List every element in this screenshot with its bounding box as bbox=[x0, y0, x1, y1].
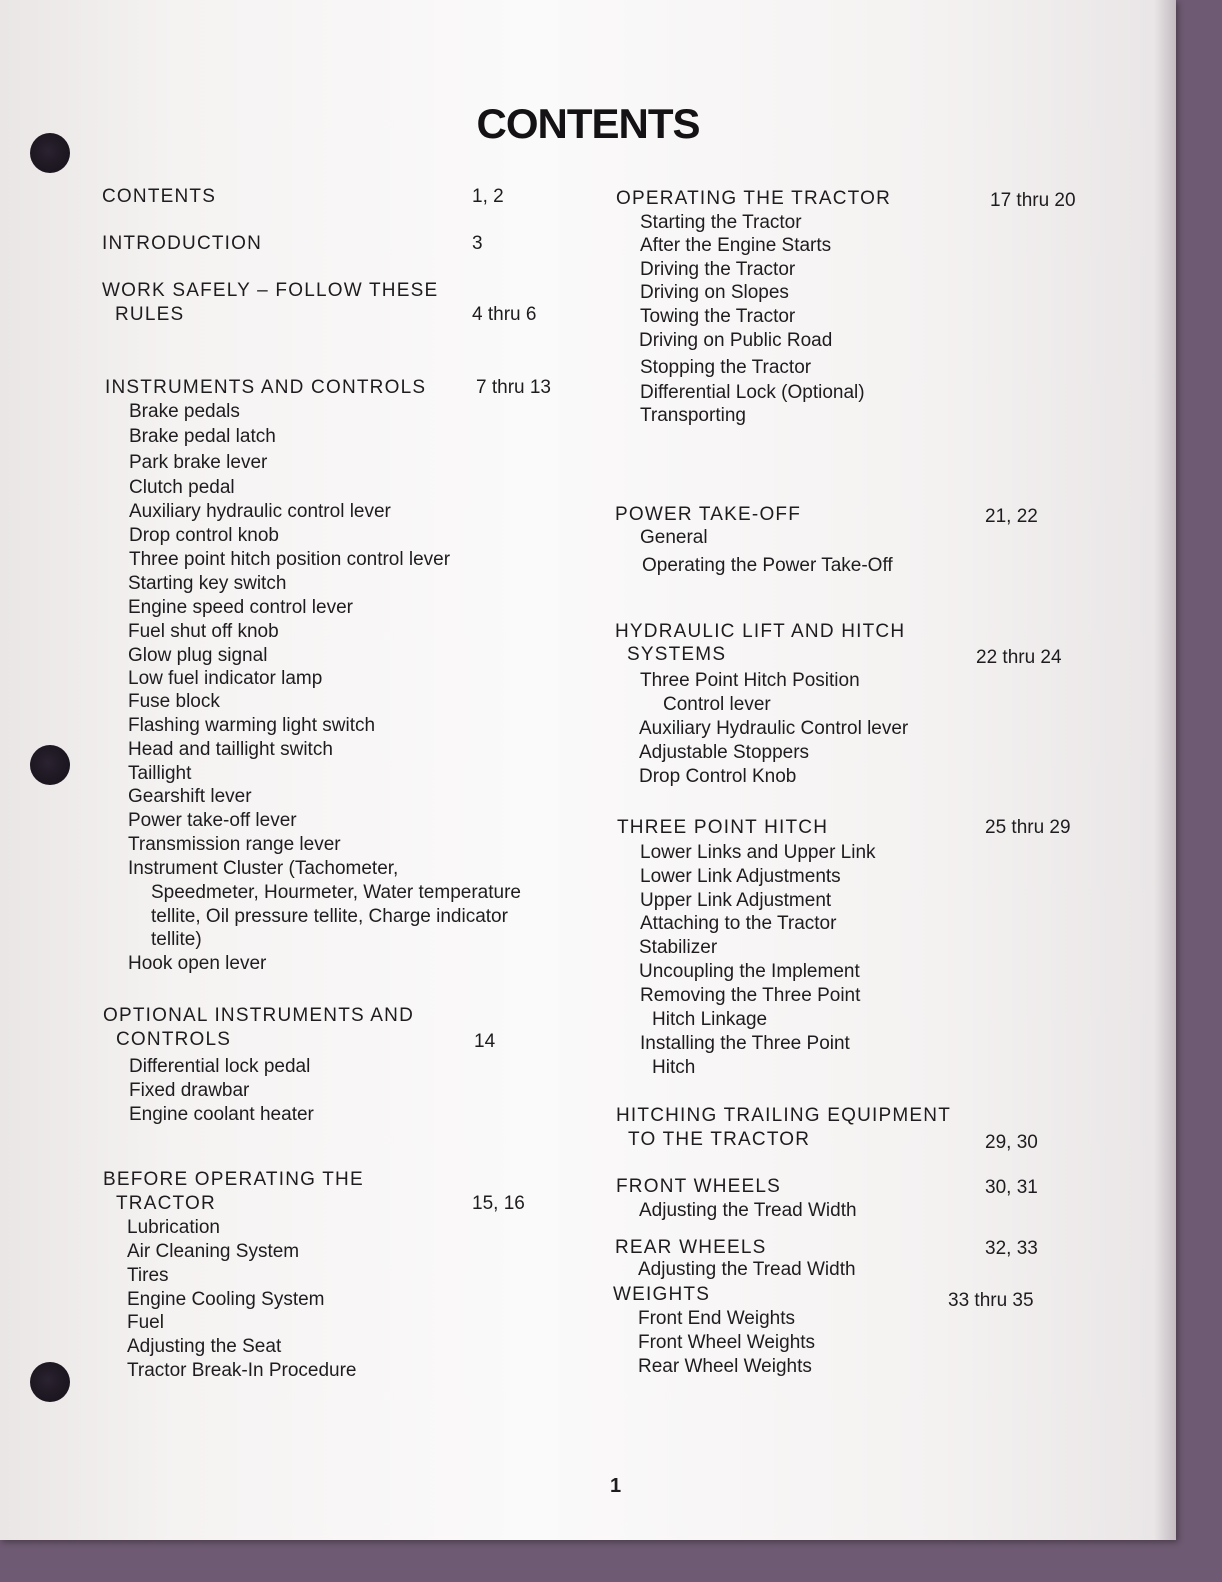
toc-subentry: Engine Cooling System bbox=[127, 1289, 325, 1310]
page-ref: 1, 2 bbox=[472, 186, 504, 207]
toc-entry-work-safely-cont: RULES bbox=[115, 304, 185, 325]
page-ref: 25 thru 29 bbox=[985, 817, 1071, 838]
toc-subentry: Driving the Tractor bbox=[640, 259, 796, 280]
toc-subentry: Gearshift lever bbox=[128, 786, 252, 807]
toc-entry-introduction: INTRODUCTION bbox=[102, 233, 263, 254]
page-ref: 7 thru 13 bbox=[476, 377, 551, 398]
toc-entry-hitching-cont: TO THE TRACTOR bbox=[628, 1129, 811, 1150]
toc-subentry: Brake pedal latch bbox=[129, 426, 276, 447]
toc-subentry-cont: Hitch Linkage bbox=[652, 1009, 768, 1030]
toc-subentry: Low fuel indicator lamp bbox=[128, 668, 323, 689]
toc-subentry: Air Cleaning System bbox=[127, 1241, 300, 1262]
toc-subentry: Three point hitch position control lever bbox=[129, 549, 451, 570]
page-ref: 3 bbox=[472, 233, 483, 254]
page-ref: 33 thru 35 bbox=[948, 1290, 1034, 1311]
toc-subentry: Adjusting the Tread Width bbox=[639, 1200, 857, 1221]
toc-subentry: Uncoupling the Implement bbox=[639, 961, 860, 982]
toc-subentry: Fuse block bbox=[128, 691, 220, 712]
toc-subentry: Starting key switch bbox=[128, 573, 287, 594]
page-ref: 29, 30 bbox=[985, 1132, 1038, 1153]
page-ref: 14 bbox=[474, 1031, 496, 1052]
toc-subentry: Instrument Cluster (Tachometer, bbox=[128, 858, 399, 879]
page-ref: 4 thru 6 bbox=[472, 304, 537, 325]
toc-entry-front-wheels: FRONT WHEELS bbox=[616, 1176, 782, 1197]
toc-subentry: General bbox=[640, 527, 708, 548]
toc-entry-operating: OPERATING THE TRACTOR bbox=[616, 188, 892, 209]
toc-subentry: Upper Link Adjustment bbox=[640, 890, 832, 911]
toc-subentry: Adjusting the Tread Width bbox=[638, 1259, 856, 1280]
toc-subentry: Glow plug signal bbox=[128, 645, 268, 666]
toc-subentry: Park brake lever bbox=[129, 452, 268, 473]
toc-subentry-cont: tellite, Oil pressure tellite, Charge indicator bbox=[151, 906, 508, 927]
toc-subentry: Flashing warming light switch bbox=[128, 715, 376, 736]
toc-subentry: Engine coolant heater bbox=[129, 1104, 314, 1125]
toc-subentry: Operating the Power Take-Off bbox=[642, 555, 893, 576]
toc-subentry: Driving on Slopes bbox=[640, 282, 789, 303]
toc-subentry: Installing the Three Point bbox=[640, 1033, 850, 1054]
toc-subentry: Transmission range lever bbox=[128, 834, 341, 855]
toc-subentry: Clutch pedal bbox=[129, 477, 235, 498]
toc-subentry: Front End Weights bbox=[638, 1308, 796, 1329]
toc-subentry: Drop Control Knob bbox=[639, 766, 797, 787]
toc-subentry: Stabilizer bbox=[639, 937, 718, 958]
page-ref: 22 thru 24 bbox=[976, 647, 1062, 668]
toc-subentry-cont: Control lever bbox=[663, 694, 771, 715]
toc-subentry: Engine speed control lever bbox=[128, 597, 353, 618]
toc-subentry: Differential lock pedal bbox=[129, 1056, 311, 1077]
toc-subentry: Taillight bbox=[128, 763, 192, 784]
toc-subentry: Removing the Three Point bbox=[640, 985, 861, 1006]
toc-subentry: Auxiliary Hydraulic Control lever bbox=[639, 718, 909, 739]
toc-entry-optional-cont: CONTROLS bbox=[116, 1029, 232, 1050]
toc-entry-hitching: HITCHING TRAILING EQUIPMENT bbox=[616, 1105, 952, 1126]
page-ref: 30, 31 bbox=[985, 1177, 1038, 1198]
toc-subentry: Adjusting the Seat bbox=[127, 1336, 282, 1357]
page-ref: 17 thru 20 bbox=[990, 190, 1076, 211]
toc-entry-contents: CONTENTS bbox=[102, 186, 217, 207]
toc-subentry: Adjustable Stoppers bbox=[639, 742, 810, 763]
toc-subentry: Auxiliary hydraulic control lever bbox=[129, 501, 391, 522]
toc-subentry: Stopping the Tractor bbox=[640, 357, 812, 378]
toc-subentry: Lower Links and Upper Link bbox=[640, 842, 876, 863]
toc-subentry: Differential Lock (Optional) bbox=[640, 382, 865, 403]
toc-subentry: Towing the Tractor bbox=[640, 306, 796, 327]
page-edge-shadow bbox=[1154, 0, 1176, 1540]
toc-entry-rear-wheels: REAR WHEELS bbox=[615, 1237, 767, 1258]
page-number: 1 bbox=[610, 1475, 622, 1497]
toc-subentry: Fixed drawbar bbox=[129, 1080, 250, 1101]
toc-entry-hydraulic: HYDRAULIC LIFT AND HITCH bbox=[615, 621, 906, 642]
toc-subentry: Drop control knob bbox=[129, 525, 279, 546]
toc-entry-optional: OPTIONAL INSTRUMENTS AND bbox=[103, 1005, 415, 1026]
toc-entry-instruments: INSTRUMENTS AND CONTROLS bbox=[105, 377, 427, 398]
toc-subentry: Tractor Break-In Procedure bbox=[127, 1360, 357, 1381]
toc-entry-pto: POWER TAKE-OFF bbox=[615, 504, 802, 525]
toc-entry-before: BEFORE OPERATING THE bbox=[103, 1169, 364, 1190]
binder-hole bbox=[30, 1362, 70, 1402]
toc-entry-weights: WEIGHTS bbox=[613, 1284, 711, 1305]
toc-subentry: Hook open lever bbox=[128, 953, 267, 974]
page-ref: 32, 33 bbox=[985, 1238, 1038, 1259]
toc-subentry: Driving on Public Road bbox=[639, 330, 833, 351]
toc-subentry: Power take-off lever bbox=[128, 810, 297, 831]
toc-subentry: Fuel bbox=[127, 1312, 164, 1333]
toc-subentry: Brake pedals bbox=[129, 401, 240, 422]
toc-entry-hydraulic-cont: SYSTEMS bbox=[627, 644, 727, 665]
page-ref: 21, 22 bbox=[985, 506, 1038, 527]
toc-entry-work-safely: WORK SAFELY – FOLLOW THESE bbox=[102, 280, 439, 301]
toc-subentry: Front Wheel Weights bbox=[638, 1332, 816, 1353]
toc-subentry-cont: Hitch bbox=[652, 1057, 696, 1078]
toc-subentry: Three Point Hitch Position bbox=[640, 670, 860, 691]
page-title: CONTENTS bbox=[476, 100, 700, 147]
toc-subentry: Attaching to the Tractor bbox=[640, 913, 837, 934]
toc-subentry-cont: tellite) bbox=[151, 929, 202, 950]
toc-subentry: Head and taillight switch bbox=[128, 739, 333, 760]
toc-subentry: Lower Link Adjustments bbox=[640, 866, 841, 887]
toc-entry-before-cont: TRACTOR bbox=[116, 1193, 216, 1214]
page-ref: 15, 16 bbox=[472, 1193, 525, 1214]
toc-subentry: Rear Wheel Weights bbox=[638, 1356, 812, 1377]
toc-subentry: After the Engine Starts bbox=[640, 235, 832, 256]
toc-subentry: Fuel shut off knob bbox=[128, 621, 279, 642]
toc-subentry: Starting the Tractor bbox=[640, 212, 802, 233]
toc-subentry-cont: Speedmeter, Hourmeter, Water temperature bbox=[151, 882, 521, 903]
toc-subentry: Tires bbox=[127, 1265, 169, 1286]
binder-hole bbox=[30, 745, 70, 785]
toc-subentry: Transporting bbox=[640, 405, 746, 426]
toc-entry-three-point: THREE POINT HITCH bbox=[617, 817, 829, 838]
toc-subentry: Lubrication bbox=[127, 1217, 220, 1238]
